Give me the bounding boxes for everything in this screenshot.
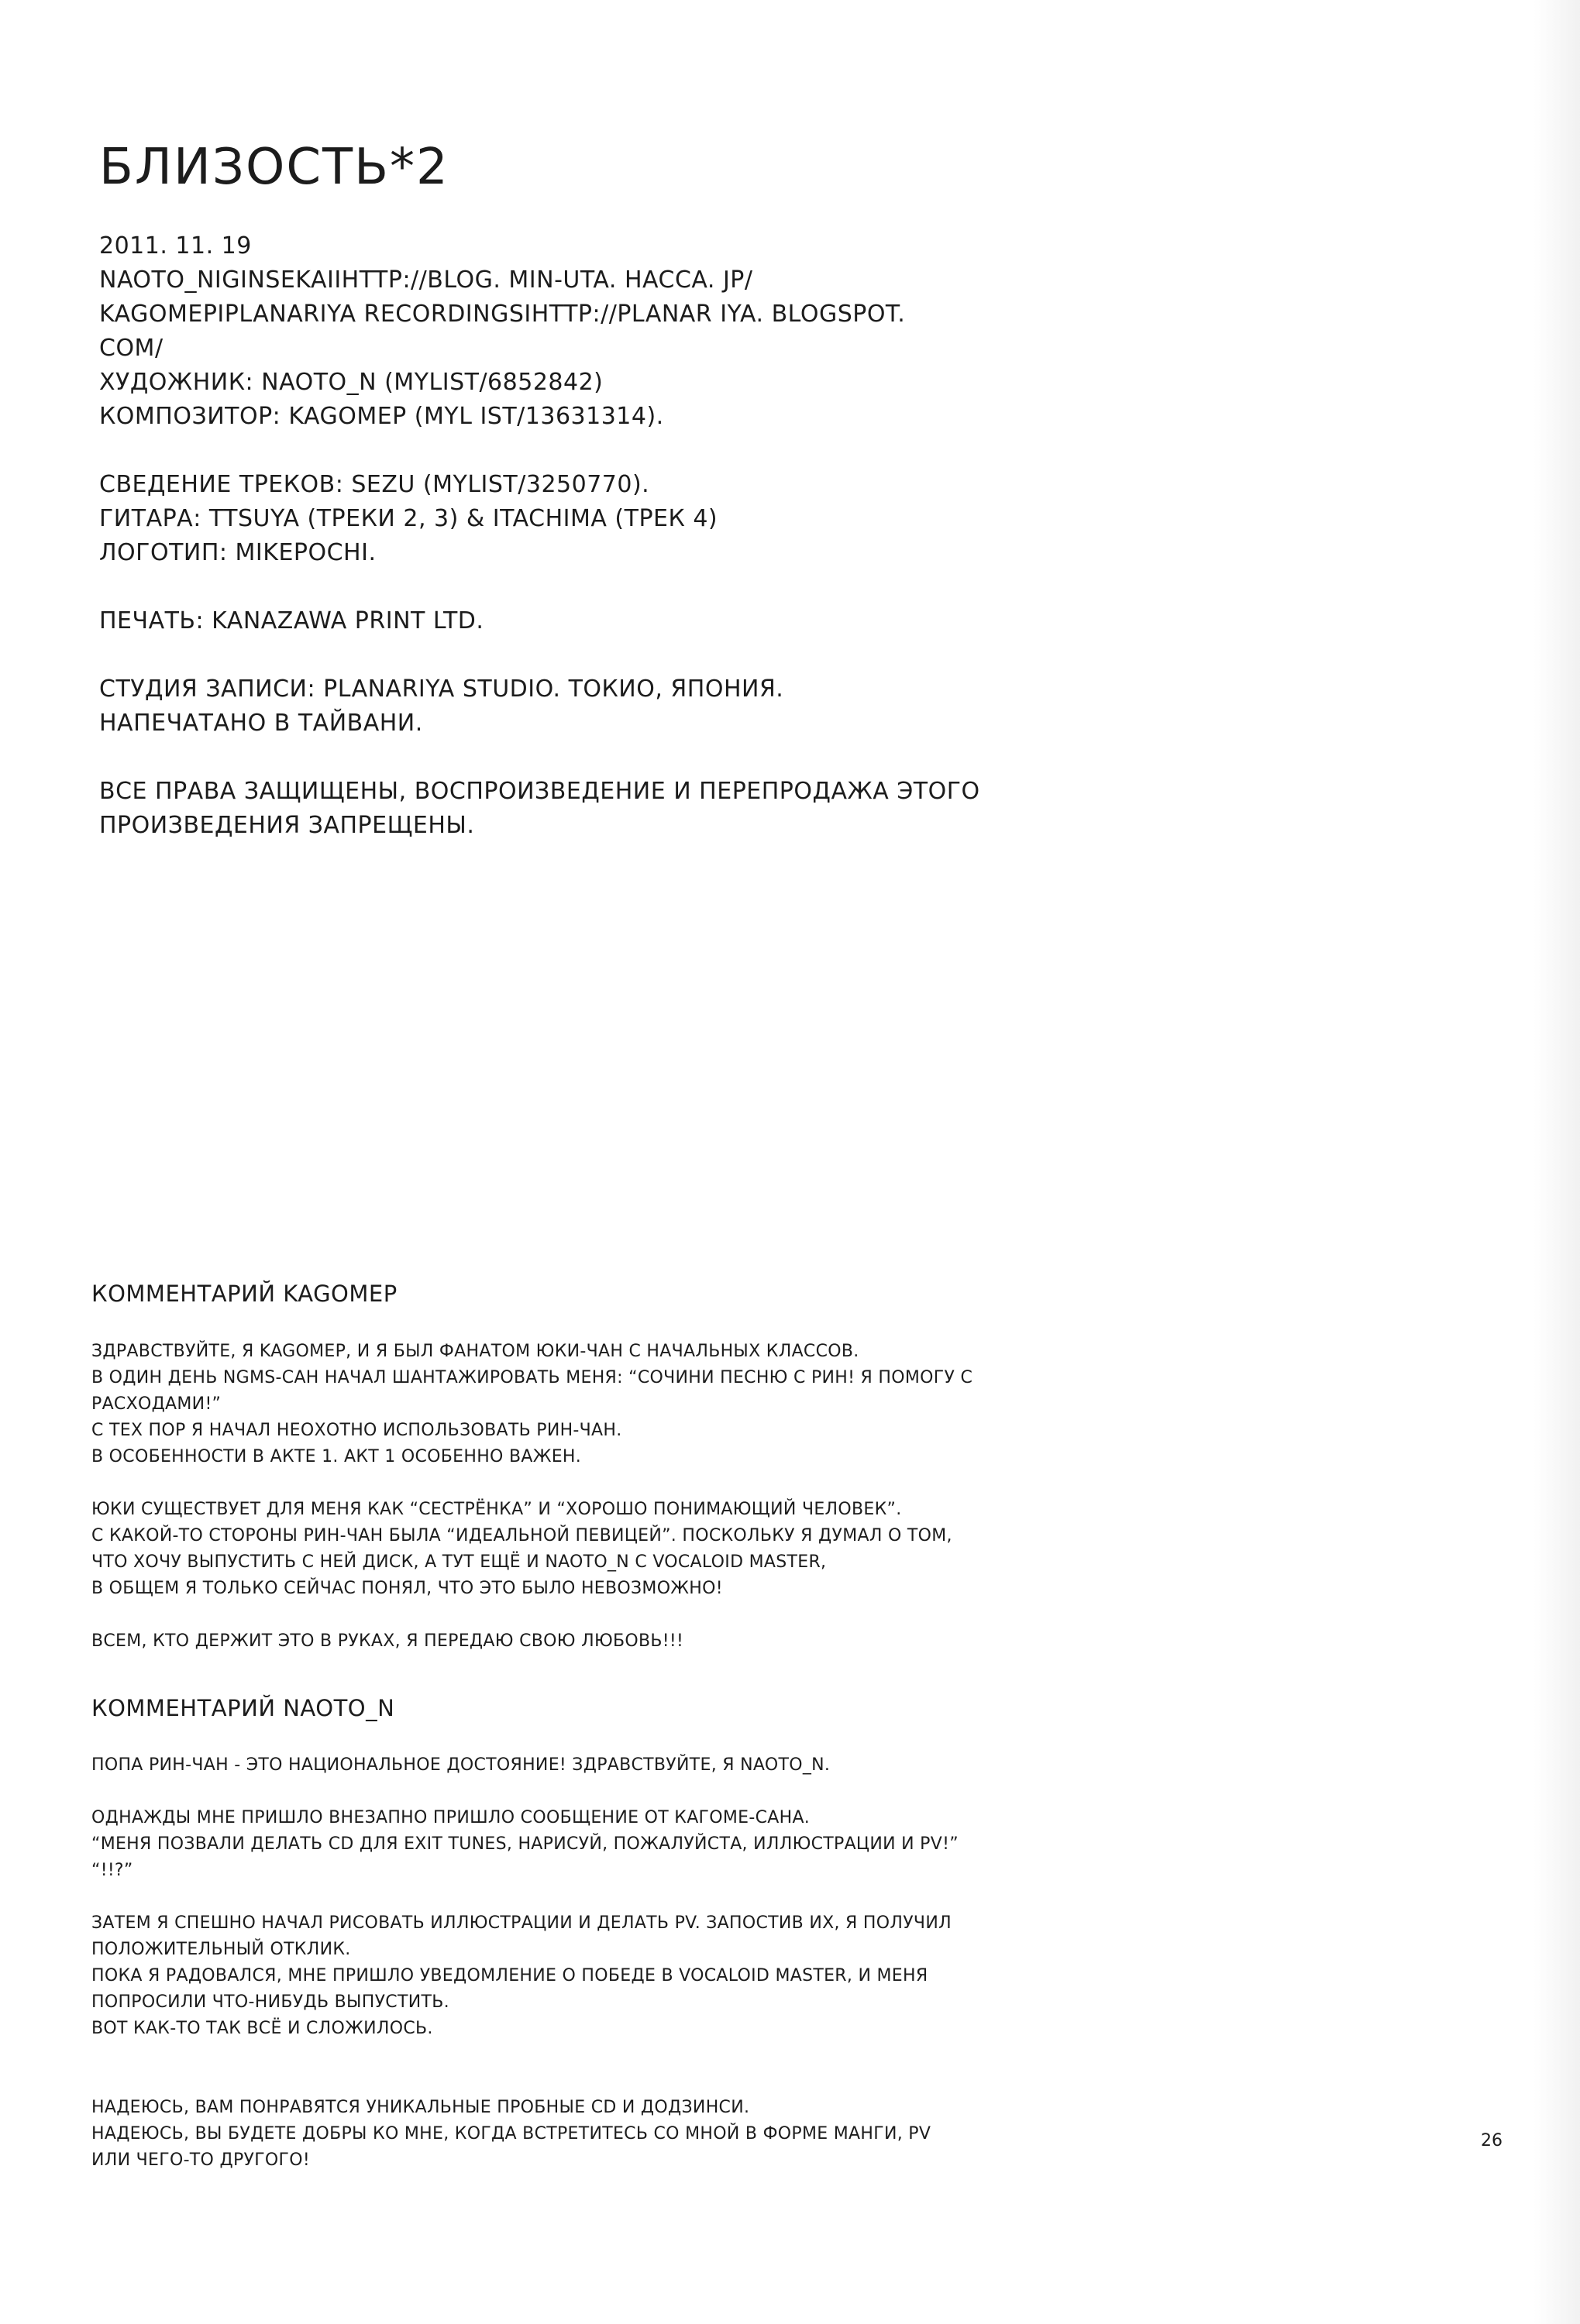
credit-line: COM/ xyxy=(99,335,164,362)
page-edge-shadow xyxy=(1534,0,1580,2324)
blank-line xyxy=(91,1884,1099,1910)
comment-line: РАСХОДАМИ!” xyxy=(91,1394,222,1414)
comment-line: ПОКА Я РАДОВАЛСЯ, МНЕ ПРИШЛО УВЕДОМЛЕНИЕ О ПОБЕДЕ В VOCALOID MASTER, И МЕНЯ xyxy=(91,1966,928,1985)
blank-line xyxy=(91,2042,1099,2068)
comment-line: “!!?” xyxy=(91,1861,133,1880)
comment-line: С ТЕХ ПОР Я НАЧАЛ НЕОХОТНО ИСПОЛЬЗОВАТЬ РИН-ЧАН. xyxy=(91,1421,622,1440)
comment-line: ЗДРАВСТВУЙТЕ, Я KAGOMEP, И Я БЫЛ ФАНАТОМ ЮКИ-ЧАН С НАЧАЛЬНЫХ КЛАССОВ. xyxy=(91,1342,859,1361)
credits-block xyxy=(99,229,1416,843)
credit-line: ВСЕ ПРАВА ЗАЩИЩЕНЫ, ВОСПРОИЗВЕДЕНИЕ И ПЕРЕПРОДАЖА ЭТОГО xyxy=(99,778,980,805)
credit-line: КОМПОЗИТОР: KAGOMEP (MYL IST/13631314). xyxy=(99,403,664,430)
comment-line: НАДЕЮСЬ, ВАМ ПОНРАВЯТСЯ УНИКАЛЬНЫЕ ПРОБНЫЕ CD И ДОДЗИНСИ. xyxy=(91,2098,750,2117)
comment-kagomep-body xyxy=(91,1339,1099,1655)
comment-line: ВСЕМ, КТО ДЕРЖИТ ЭТО В РУКАХ, Я ПЕРЕДАЮ СВОЮ ЛЮБОВЬ!!! xyxy=(91,1631,684,1651)
comment-line: “МЕНЯ ПОЗВАЛИ ДЕЛАТЬ CD ДЛЯ EXIT TUNES, НАРИСУЙ, ПОЖАЛУЙСТА, ИЛЛЮСТРАЦИИ И PV!” xyxy=(91,1834,959,1854)
comment-line: ПОПРОСИЛИ ЧТО-НИБУДЬ ВЫПУСТИТЬ. xyxy=(91,1992,449,2012)
blank-line xyxy=(91,2068,1099,2095)
credit-line: СТУДИЯ ЗАПИСИ: PLANARIYA STUDIO. ТОКИО, ЯПОНИЯ. xyxy=(99,676,784,703)
credit-line: ХУДОЖНИК: NAOTO_N (MYLIST/6852842) xyxy=(99,369,604,396)
comment-line: ЮКИ СУЩЕСТВУЕТ ДЛЯ МЕНЯ КАК “СЕСТРЁНКА” И “ХОРОШО ПОНИМАЮЩИЙ ЧЕЛОВЕК”. xyxy=(91,1500,902,1519)
credit-line: NAOTO_NIGINSEKAIIHTTP://BLOG. MIN-UTA. HACCA. JP/ xyxy=(99,266,753,294)
comment-line: ОДНАЖДЫ МНЕ ПРИШЛО ВНЕЗАПНО ПРИШЛО СООБЩЕНИЕ ОТ КАГОМЕ-САНА. xyxy=(91,1808,811,1827)
comment-line: ВОТ КАК-ТО ТАК ВСЁ И СЛОЖИЛОСЬ. xyxy=(91,2019,433,2038)
credit-line: НАПЕЧАТАНО В ТАЙВАНИ. xyxy=(99,710,423,737)
page-number: 26 xyxy=(1481,2131,1503,2150)
credit-line: KAGOMEPIPLANARIYA RECORDINGSIHTTP://PLANAR IYA. BLOGSPOT. xyxy=(99,301,906,328)
comment-line: В ОДИН ДЕНЬ NGMS-САН НАЧАЛ ШАНТАЖИРОВАТЬ МЕНЯ: “СОЧИНИ ПЕСНЮ С РИН! Я ПОМОГУ С xyxy=(91,1368,973,1387)
credit-line: СВЕДЕНИЕ ТРЕКОВ: SEZU (MYLIST/3250770). xyxy=(99,471,650,498)
credit-line: ЛОГОТИП: MIKEPOCHI. xyxy=(99,539,377,566)
comment-line: В ОСОБЕННОСТИ В АКТЕ 1. АКТ 1 ОСОБЕННО ВАЖЕН. xyxy=(91,1447,582,1466)
comment-line: ЧТО ХОЧУ ВЫПУСТИТЬ С НЕЙ ДИСК, А ТУТ ЕЩЁ И NAOTO_N С VOCALOID MASTER, xyxy=(91,1552,827,1572)
comment-line: ИЛИ ЧЕГО-ТО ДРУГОГО! xyxy=(91,2150,310,2170)
blank-line xyxy=(91,1470,1099,1497)
blank-line xyxy=(91,1779,1099,1805)
comment-line: С КАКОЙ-ТО СТОРОНЫ РИН-ЧАН БЫЛА “ИДЕАЛЬНОЙ ПЕВИЦЕЙ”. ПОСКОЛЬКУ Я ДУМАЛ О ТОМ, xyxy=(91,1526,952,1545)
blank-line xyxy=(91,1602,1099,1628)
credit-line: ПРОИЗВЕДЕНИЯ ЗАПРЕЩЕНЫ. xyxy=(99,812,475,839)
comment-line: НАДЕЮСЬ, ВЫ БУДЕТЕ ДОБРЫ КО МНЕ, КОГДА ВСТРЕТИТЕСЬ СО МНОЙ В ФОРМЕ МАНГИ, PV xyxy=(91,2124,931,2144)
comment-line: ПОЛОЖИТЕЛЬНЫЙ ОТКЛИК. xyxy=(91,1940,351,1959)
credit-line: ГИТАРА: TTSUYA (ТРЕКИ 2, 3) & ITACHIMA (ТРЕК 4) xyxy=(99,505,718,532)
comment-line: В ОБЩЕМ Я ТОЛЬКО СЕЙЧАС ПОНЯЛ, ЧТО ЭТО БЫЛО НЕВОЗМОЖНО! xyxy=(91,1579,723,1598)
page-title: БЛИЗОСТЬ*2 xyxy=(99,139,449,196)
comment-line: ПОПА РИН-ЧАН - ЭТО НАЦИОНАЛЬНОЕ ДОСТОЯНИЕ! ЗДРАВСТВУЙТЕ, Я NAOTO_N. xyxy=(91,1755,831,1775)
comment-naoto-heading: КОММЕНТАРИЙ NAOTO_N xyxy=(91,1695,395,1721)
comment-kagomep-heading: КОММЕНТАРИЙ KAGOMEP xyxy=(91,1281,398,1307)
blank-line xyxy=(99,434,1416,468)
comment-naoto-body xyxy=(91,1752,1099,2174)
credit-line: ПЕЧАТЬ: KANAZAWA PRINT LTD. xyxy=(99,607,484,634)
blank-line xyxy=(99,638,1416,672)
credit-line: 2011. 11. 19 xyxy=(99,232,252,260)
blank-line xyxy=(99,570,1416,604)
comment-line: ЗАТЕМ Я СПЕШНО НАЧАЛ РИСОВАТЬ ИЛЛЮСТРАЦИИ И ДЕЛАТЬ PV. ЗАПОСТИВ ИХ, Я ПОЛУЧИЛ xyxy=(91,1913,952,1933)
blank-line xyxy=(99,741,1416,775)
